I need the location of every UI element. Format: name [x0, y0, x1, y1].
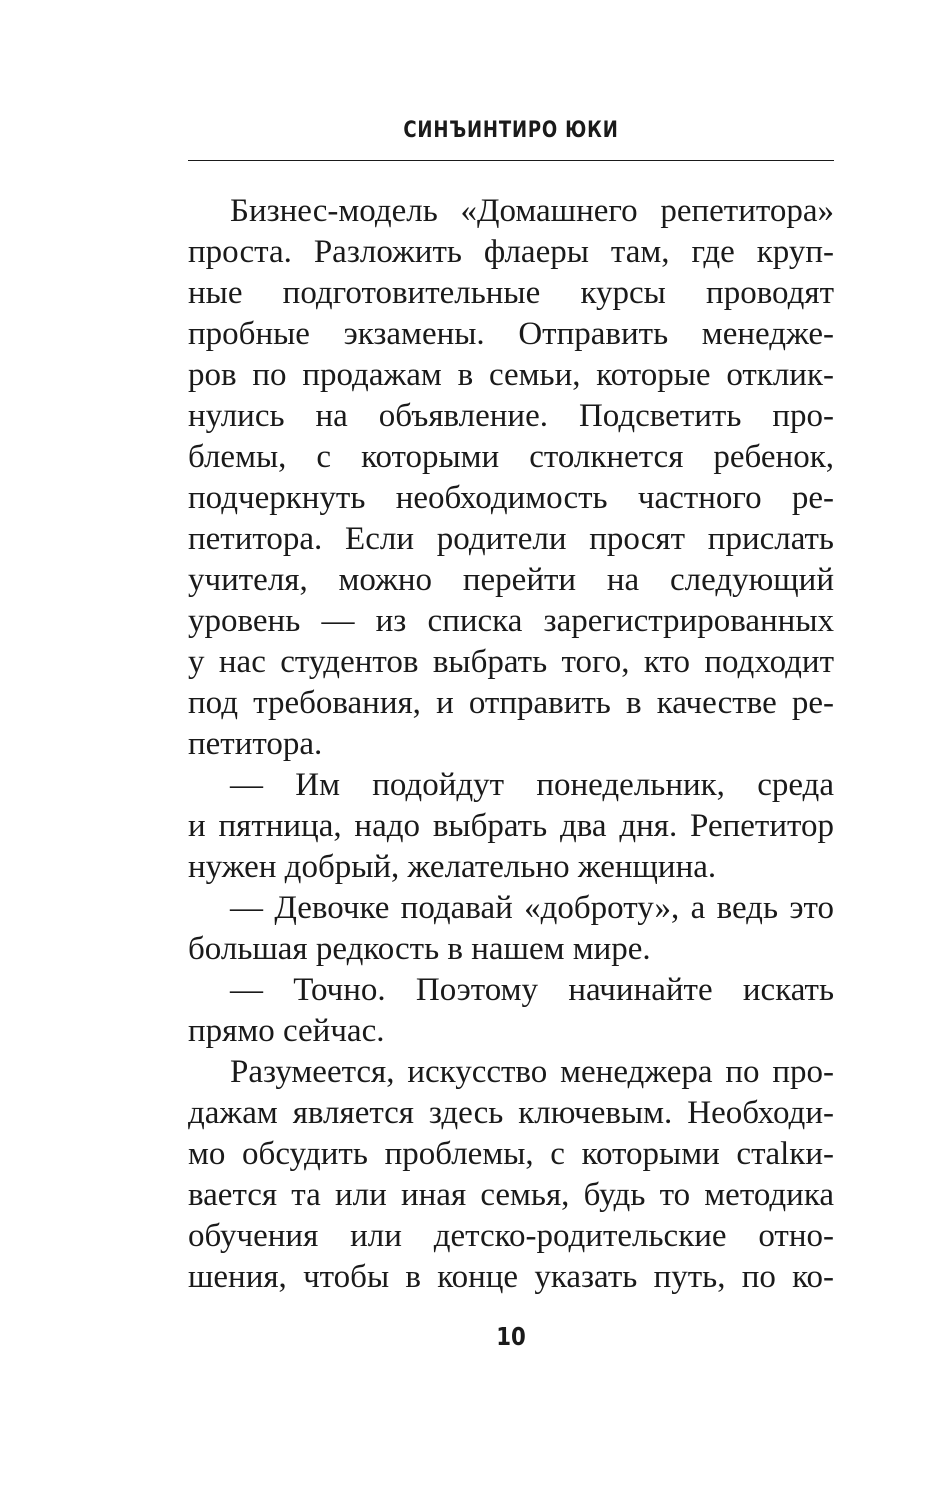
text-line: нужен добрый, желательно женщина.: [188, 849, 717, 885]
text-line: проста. Разложить флаеры там, где круп-: [188, 234, 834, 270]
text-line: ные подготовительные курсы проводят: [188, 275, 834, 311]
text-line: подчеркнуть необходимость частного ре-: [188, 480, 834, 516]
text-line: под требования, и отправить в качестве ре-: [188, 685, 834, 721]
header-rule: [188, 160, 834, 161]
text-line: уровень — из списка зарегистрированных: [188, 603, 834, 639]
text-line: — Им подойдут понедельник, среда: [230, 767, 834, 803]
text-line: — Точно. Поэтому начинайте искать: [230, 972, 834, 1008]
text-line: обучения или детско-родительские отно-: [188, 1218, 834, 1254]
text-line: у нас студентов выбрать того, кто подходит: [188, 644, 834, 680]
text-line: блемы, с которыми столкнется ребенок,: [188, 439, 834, 475]
text-line: и пятница, надо выбрать два дня. Репетитор: [188, 808, 834, 844]
text-line: петитора.: [188, 726, 323, 762]
text-line: Бизнес-модель «Домашнего репетитора»: [230, 193, 834, 229]
text-line: ров по продажам в семьи, которые отклик-: [188, 357, 834, 393]
text-line: большая редкость в нашем мире.: [188, 931, 651, 967]
text-line: петитора. Если родители просят прислать: [188, 521, 834, 557]
running-head: СИНЪИНТИРО ЮКИ: [403, 118, 619, 143]
text-line: вается та или иная семья, будь то методика: [188, 1177, 834, 1213]
text-line: учителя, можно перейти на следующий: [188, 562, 834, 598]
text-line: Разумеется, искусство менеджера по про-: [230, 1054, 834, 1090]
text-line: прямо сейчас.: [188, 1013, 385, 1049]
text-line: — Девочке подавай «доброту», а ведь это: [230, 890, 834, 926]
text-line: пробные экзамены. Отправить менедже-: [188, 316, 834, 352]
body-text: [188, 191, 834, 1298]
text-line: шения, чтобы в конце указать путь, по ко-: [188, 1259, 834, 1295]
page-number: 10: [496, 1322, 526, 1351]
text-line: дажам является здесь ключевым. Необходи-: [188, 1095, 834, 1131]
text-line: мо обсудить проблемы, с которыми стalки-: [188, 1136, 834, 1172]
text-line: нулись на объявление. Подсветить про-: [188, 398, 834, 434]
